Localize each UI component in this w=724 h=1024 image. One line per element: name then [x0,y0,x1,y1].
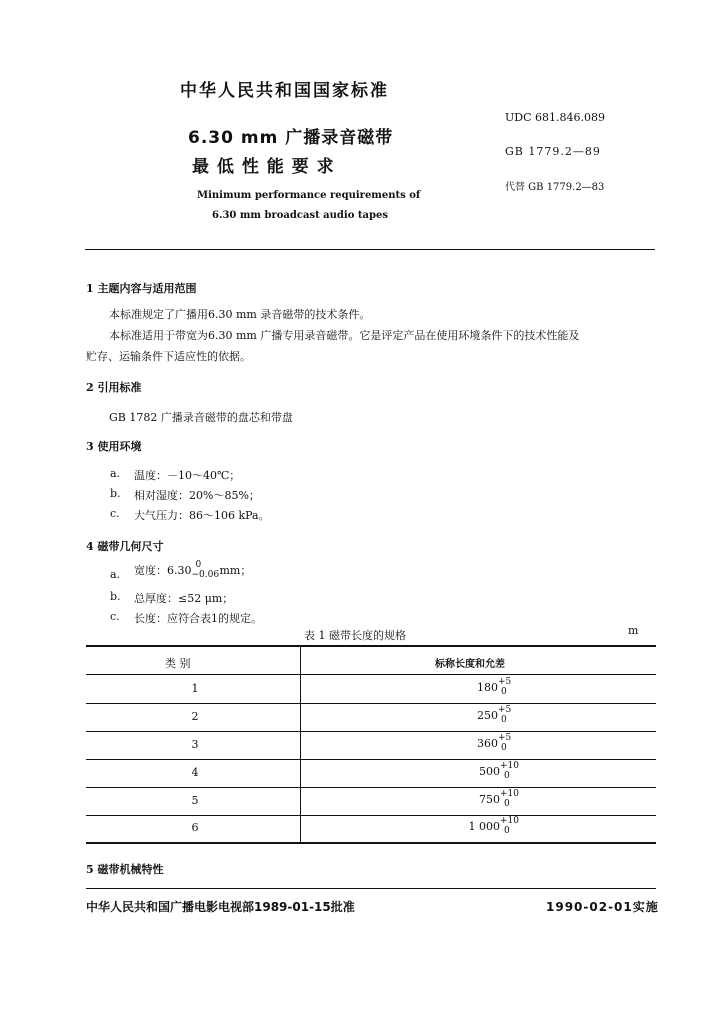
length-upper-tolerance: +5 [498,705,512,715]
width-tolerance [192,561,220,581]
section-3-item-text: 大气压力：86～106 kPa。 [134,509,270,522]
table-cell-length [440,706,510,726]
width-unit: mm； [219,564,252,577]
length-value: 750 [479,793,500,806]
length-lower-tolerance: 0 [501,743,507,753]
table-cell-length [430,816,519,837]
section-3-item-marker: b. [110,487,121,500]
section-4-item-marker: c. [110,610,120,623]
table-unit: m [628,624,639,637]
section-3-title: 3 使用环境 [86,440,142,453]
section-1-title: 1 主题内容与适用范围 [86,282,197,295]
section-4-title: 4 磁带几何尺寸 [86,540,164,553]
length-lower-tolerance: 0 [504,771,510,781]
length-lower-tolerance: 0 [501,715,507,725]
length-upper-tolerance: +10 [500,816,519,826]
length-value: 1 000 [468,820,500,833]
effective-date: 1990-02-01实施 [546,900,659,914]
english-title-line1: Minimum performance requirements of [197,190,421,201]
section-1-paragraph-1: 本标准规定了广播用6.30 mm 录音磁带的技术条件。 [109,308,371,321]
section-4-item-marker: a. [110,568,121,581]
section-3-item-marker: a. [110,467,121,480]
length-upper-tolerance: +10 [500,761,519,771]
header-divider [85,249,655,250]
table-top-rule [86,645,656,647]
document-title-line2: 最 低 性 能 要 求 [192,157,335,177]
table-cell-length [440,761,519,782]
udc-code: UDC 681.846.089 [505,111,605,124]
table-row-rule [86,731,656,732]
section-4-width-item [134,561,251,581]
table-row-rule [86,759,656,760]
table-row-rule [86,787,656,788]
length-value: 360 [477,737,498,750]
table-header-category: 类 别 [165,657,191,670]
gb-code: GB 1779.2—89 [505,145,601,158]
width-text: 宽度：6.30 [134,564,192,577]
table-cell-category: 3 [191,738,199,751]
length-upper-tolerance: +5 [498,677,512,687]
length-upper-tolerance: +5 [498,733,512,743]
document-title-line1: 6.30 mm 广播录音磁带 [188,128,394,148]
table-header-length: 标称长度和允差 [435,659,505,670]
length-value: 250 [477,709,498,722]
table-cell-category: 6 [191,821,199,834]
table-header-rule [86,674,656,675]
table-cell-category: 2 [191,710,199,723]
table-row-rule [86,815,656,816]
width-upper-tolerance: 0 [195,560,202,570]
table-cell-category: 1 [191,682,199,695]
section-1-paragraph-2a: 本标准适用于带宽为6.30 mm 广播专用录音磁带。它是评定产品在使用环境条件下的技术性能及 [109,329,580,342]
approval-statement: 中华人民共和国广播电影电视部1989-01-15批准 [86,900,355,914]
section-2-reference: GB 1782 广播录音磁带的盘芯和带盘 [109,411,293,424]
national-standard-heading: 中华人民共和国国家标准 [180,81,389,101]
table-cell-category: 5 [191,794,199,807]
table-cell-category: 4 [191,766,199,779]
section-5-title: 5 磁带机械特性 [86,863,164,876]
length-value: 500 [479,765,500,778]
length-lower-tolerance: 0 [504,799,510,809]
table-cell-length [440,734,510,754]
table-caption: 表 1 磁带长度的规格 [304,629,406,642]
table-cell-length [440,678,510,698]
section-4-thickness-item: 总厚度：≤52 μm； [134,592,234,605]
table-row-rule [86,703,656,704]
english-title-line2: 6.30 mm broadcast audio tapes [212,210,388,221]
section-3-item-text: 温度：－10～40℃； [134,469,241,482]
section-4-length-item: 长度：应符合表1的规定。 [134,612,262,625]
length-lower-tolerance: 0 [504,826,510,836]
length-value: 180 [477,681,498,694]
table-bottom-rule [86,842,656,844]
section-3-item-marker: c. [110,507,120,520]
section-1-paragraph-2b: 贮存、运输条件下适应性的依据。 [86,350,251,363]
table-cell-length [440,789,519,810]
footer-divider [86,888,656,889]
length-lower-tolerance: 0 [501,687,507,697]
section-4-item-marker: b. [110,590,121,603]
section-2-title: 2 引用标准 [86,381,142,394]
width-lower-tolerance: −0.06 [191,570,220,580]
section-3-item-text: 相对湿度：20%～85%； [134,489,260,502]
replaces-code: 代替 GB 1779.2—83 [505,182,605,193]
length-upper-tolerance: +10 [500,789,519,799]
